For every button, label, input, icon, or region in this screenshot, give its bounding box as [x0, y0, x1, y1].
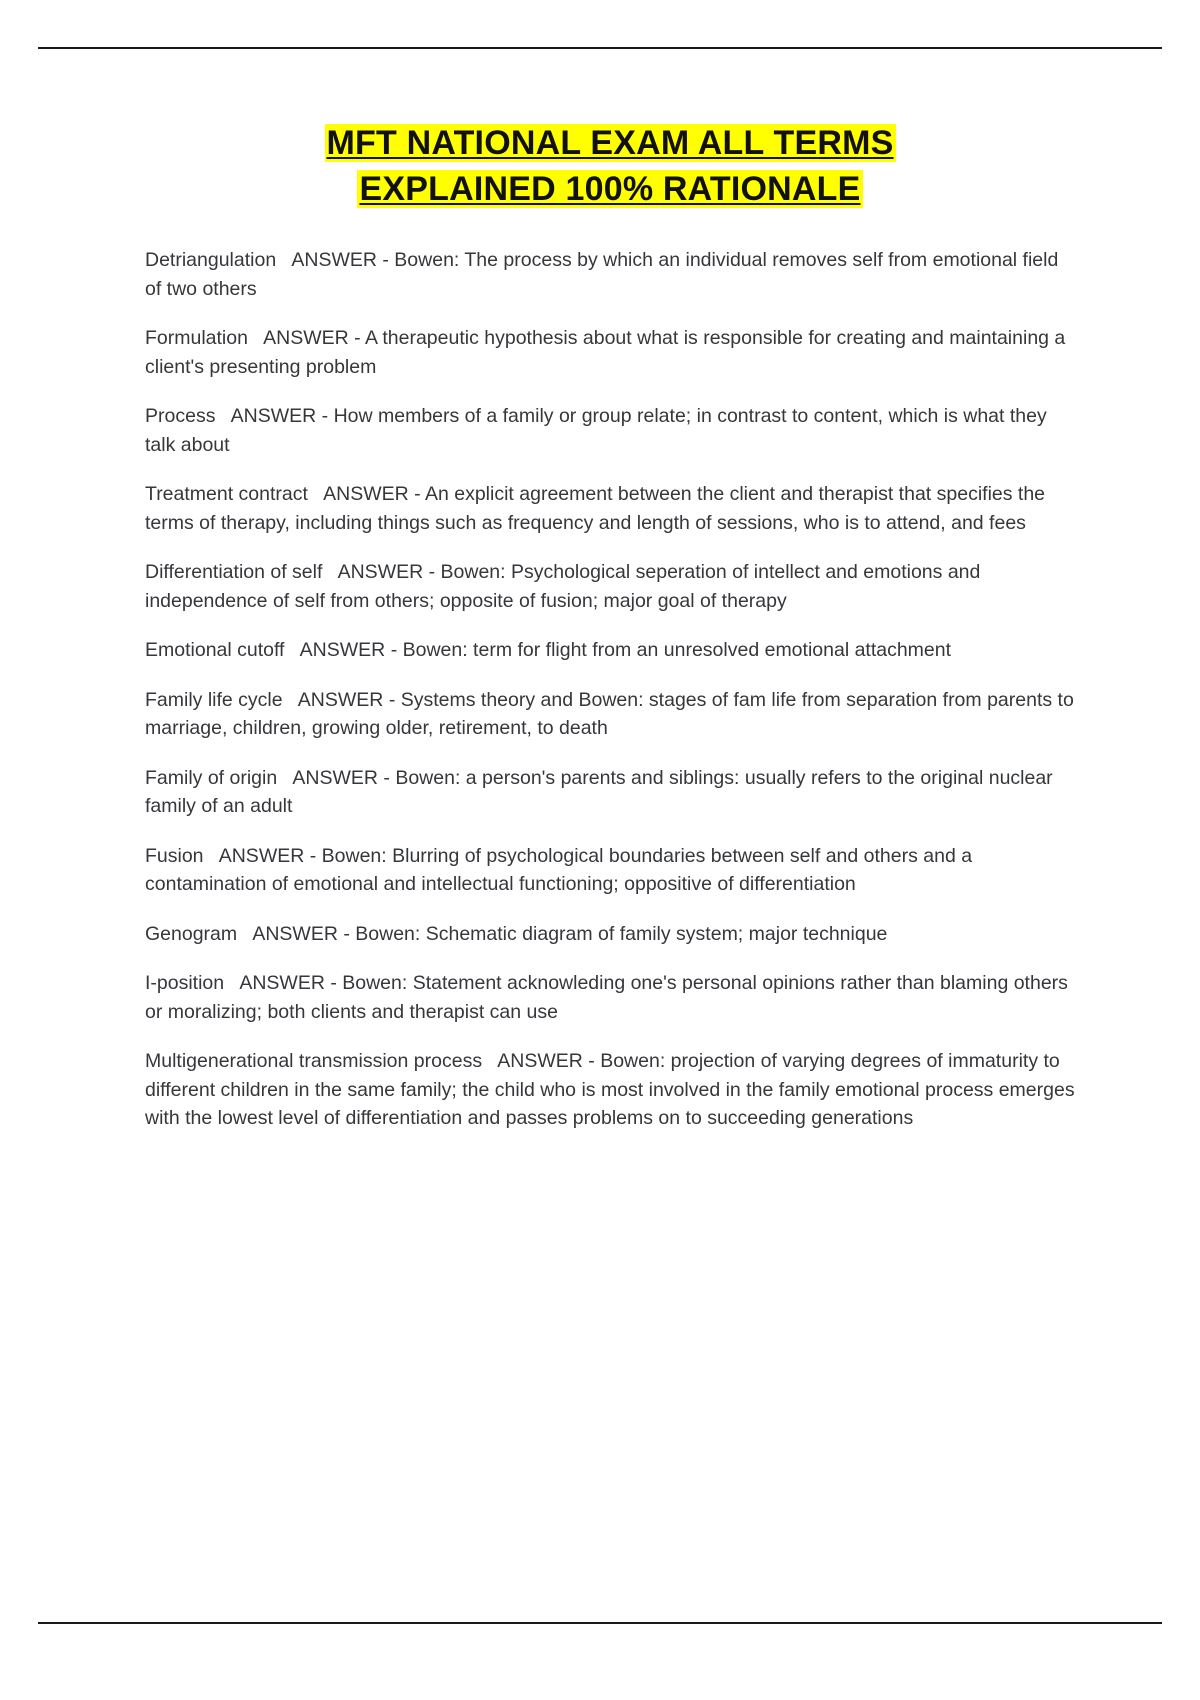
glossary-entry: [145, 842, 1075, 899]
entry-answer-tag: ANSWER: [323, 483, 409, 505]
entry-term: Differentiation of self: [145, 561, 323, 583]
glossary-entry: [145, 558, 1075, 615]
page-title: [145, 120, 1075, 212]
entry-term: Process: [145, 405, 216, 427]
entry-answer-tag: ANSWER: [230, 405, 317, 427]
entry-definition: - Systems theory and Bowen: stages of fam life from separation from parents to marriage, children, growing older, retirement, to death: [145, 688, 1074, 739]
page-title-line-1: MFT NATIONAL EXAM ALL TERMS: [326, 124, 894, 162]
entry-definition: - Bowen: term for flight from an unresolved emotional attachment: [390, 639, 952, 661]
footer-divider: [38, 1622, 1162, 1624]
glossary-entry: [145, 764, 1075, 821]
glossary-entry: [145, 920, 1075, 949]
entry-term: Genogram: [145, 922, 238, 945]
glossary-entry: [145, 324, 1075, 381]
glossary-entry: [145, 636, 1075, 665]
entry-answer-tag: ANSWER: [299, 639, 386, 661]
entry-definition: - Bowen: projection of varying degrees of immaturity to different children in the same family; the child who is most involved in the family emotional process emerges with the lowest level of differentiation and passes problems on to succeeding generations: [145, 1050, 1075, 1129]
entry-answer-tag: ANSWER: [337, 561, 424, 583]
entry-term: I-position: [145, 972, 225, 994]
glossary-entry: [145, 969, 1075, 1026]
entry-term: Family of origin: [145, 766, 278, 789]
entry-definition: - Bowen: Blurring of psychological boundaries between self and others and a contamination of emotional and intellectual functioning; oppositive of differentiation: [145, 844, 973, 895]
entry-definition: - Bowen: The process by which an individual removes self from emotional field of two others: [145, 249, 1059, 300]
entry-term: Fusion: [145, 844, 204, 867]
entry-definition: - How members of a family or group relate; in contrast to content, which is what they talk about: [145, 405, 1047, 456]
entry-definition: - A therapeutic hypothesis about what is responsible for creating and maintaining a client's presenting problem: [145, 327, 1066, 378]
entry-definition: - Bowen: a person's parents and siblings: usually refers to the original nuclear family of an adult: [145, 766, 1053, 817]
entry-answer-tag: ANSWER: [497, 1050, 583, 1072]
page-title-line-2: EXPLAINED 100% RATIONALE: [359, 170, 861, 208]
entry-definition: - An explicit agreement between the client and therapist that specifies the terms of therapy, including things such as frequency and length of sessions, who is to attend, and fees: [145, 483, 1046, 534]
glossary-entry: [145, 686, 1075, 743]
entry-term: Emotional cutoff: [145, 639, 285, 661]
entry-answer-tag: ANSWER: [239, 972, 325, 994]
entry-answer-tag: ANSWER: [218, 844, 305, 867]
glossary-entry: [145, 480, 1075, 537]
glossary-entries: [145, 246, 1075, 1133]
glossary-entry: [145, 402, 1075, 459]
entry-answer-tag: ANSWER: [297, 688, 384, 711]
header-divider: [38, 47, 1162, 49]
entry-answer-tag: ANSWER: [291, 249, 377, 271]
entry-answer-tag: ANSWER: [263, 327, 349, 349]
entry-answer-tag: ANSWER: [252, 922, 338, 945]
entry-definition: - Bowen: Statement acknowleding one's personal opinions rather than blaming others or moralizing; both clients and therapist can use: [145, 972, 1068, 1023]
glossary-entry: [145, 1047, 1075, 1133]
document-content: [145, 120, 1075, 1154]
entry-term: Multigenerational transmission process: [145, 1050, 483, 1072]
entry-term: Family life cycle: [145, 688, 283, 711]
entry-definition: - Bowen: Schematic diagram of family system; major technique: [343, 922, 888, 945]
glossary-entry: [145, 246, 1075, 303]
entry-term: Treatment contract: [145, 483, 308, 505]
entry-answer-tag: ANSWER: [292, 766, 378, 789]
entry-definition: - Bowen: Psychological seperation of intellect and emotions and independence of self from others; opposite of fusion; major goal of therapy: [145, 561, 981, 612]
entry-term: Formulation: [145, 327, 248, 349]
entry-term: Detriangulation: [145, 249, 277, 271]
